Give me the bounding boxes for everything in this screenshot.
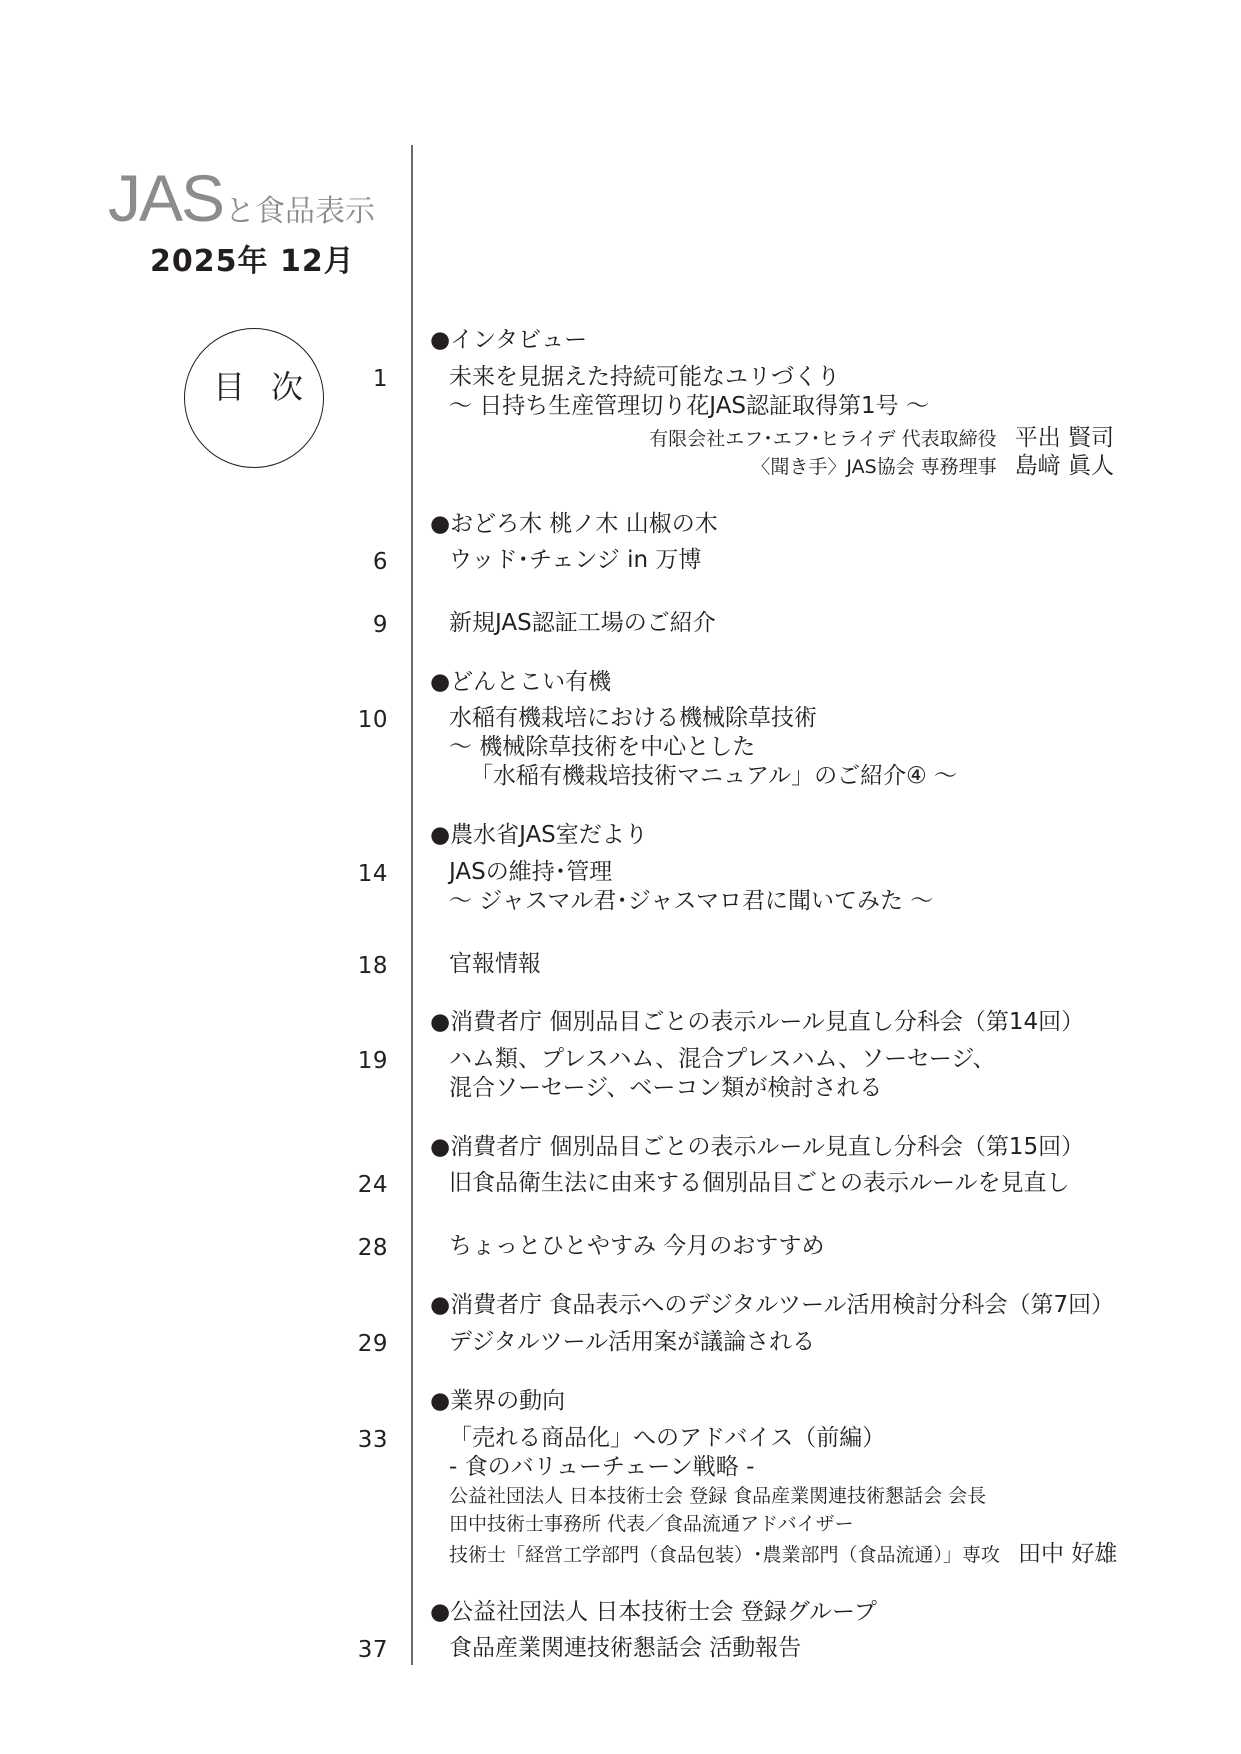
toc-subtitle: 〜 日持ち生産管理切り花JAS認証取得第1号 〜 xyxy=(449,393,929,419)
toc-title[interactable]: デジタルツール活用案が議論される xyxy=(449,1329,816,1355)
column-divider xyxy=(411,145,413,1665)
toc-title[interactable]: 「売れる商品化」へのアドバイス（前編） xyxy=(449,1425,886,1451)
toc-category: ●農水省JAS室だより xyxy=(430,822,648,848)
toc-page-number[interactable]: 18 xyxy=(357,953,388,979)
credit-role: 〈聞き手〉JAS協会 専務理事 xyxy=(751,456,997,478)
toc-credit xyxy=(449,1543,1117,1566)
toc-title[interactable]: ウッド･チェンジ in 万博 xyxy=(449,547,702,573)
toc-credit xyxy=(751,455,1114,478)
toc-page-number[interactable]: 1 xyxy=(372,366,388,392)
toc-title[interactable]: ちょっとひとやすみ 今月のおすすめ xyxy=(449,1233,825,1259)
toc-title[interactable]: 官報情報 xyxy=(449,951,541,977)
toc-category: ●消費者庁 個別品目ごとの表示ルール見直し分科会（第15回） xyxy=(430,1134,1085,1160)
toc-category: ●インタビュー xyxy=(430,327,588,353)
toc-subtitle: 〜 機械除草技術を中心とした xyxy=(449,734,756,760)
toc-label-char-1: 目 xyxy=(213,368,246,406)
toc-title[interactable]: 未来を見据えた持続可能なユリづくり xyxy=(449,364,840,390)
toc-title[interactable]: ハム類、プレスハム、混合プレスハム、ソーセージ、 xyxy=(449,1046,996,1072)
toc-circle-label xyxy=(184,328,324,468)
title-jas: JAS xyxy=(108,161,224,235)
toc-subtitle: - 食のバリューチェーン戦略 - xyxy=(449,1454,755,1480)
toc-category: ●どんとこい有機 xyxy=(430,669,612,695)
toc-subtitle: 混合ソーセージ、ベーコン類が検討される xyxy=(449,1075,883,1101)
toc-page-number[interactable]: 33 xyxy=(357,1427,388,1453)
toc-page-number[interactable]: 14 xyxy=(357,861,388,887)
toc-category: ●公益社団法人 日本技術士会 登録グループ xyxy=(430,1599,877,1625)
toc-title[interactable]: 食品産業関連技術懇話会 活動報告 xyxy=(449,1635,802,1661)
credit-name: 島﨑 眞人 xyxy=(1014,453,1114,479)
title-subtitle: と食品表示 xyxy=(225,194,376,229)
toc-credit xyxy=(649,427,1114,450)
issue-date: 2025年 12月 xyxy=(150,244,355,279)
toc-page-number[interactable]: 37 xyxy=(357,1637,388,1663)
toc-title[interactable]: 水稲有機栽培における機械除草技術 xyxy=(449,705,817,731)
toc-category: ●業界の動向 xyxy=(430,1388,566,1414)
credit-role: 技術士「経営工学部門（食品包装）･農業部門（食品流通）」専攻 xyxy=(449,1544,1001,1566)
toc-subtitle: 〜 ジャスマル君･ジャスマロ君に聞いてみた 〜 xyxy=(449,888,934,914)
toc-page-number[interactable]: 6 xyxy=(372,549,388,575)
toc-label-char-2: 次 xyxy=(271,368,304,406)
toc-subtitle: 「水稲有機栽培技術マニュアル」のご紹介④ 〜 xyxy=(470,763,958,789)
toc-page-number[interactable]: 29 xyxy=(357,1331,388,1357)
toc-page-number[interactable]: 24 xyxy=(357,1172,388,1198)
toc-page-number[interactable]: 9 xyxy=(372,612,388,638)
toc-author-affiliation: 田中技術士事務所 代表／食品流通アドバイザー xyxy=(449,1513,854,1535)
toc-page-number[interactable]: 28 xyxy=(357,1235,388,1261)
toc-category: ●消費者庁 個別品目ごとの表示ルール見直し分科会（第14回） xyxy=(430,1009,1085,1035)
magazine-title xyxy=(108,160,375,236)
credit-name: 平出 賢司 xyxy=(1014,425,1114,451)
toc-category: ●おどろ木 桃ノ木 山椒の木 xyxy=(430,511,718,537)
credit-name: 田中 好雄 xyxy=(1018,1541,1118,1567)
toc-title[interactable]: 旧食品衛生法に由来する個別品目ごとの表示ルールを見直し xyxy=(449,1170,1070,1196)
toc-page-number[interactable]: 19 xyxy=(357,1048,388,1074)
toc-title[interactable]: 新規JAS認証工場のご紹介 xyxy=(449,610,716,636)
toc-page-number[interactable]: 10 xyxy=(357,707,388,733)
toc-title[interactable]: JASの維持･管理 xyxy=(449,859,613,885)
toc-author-affiliation: 公益社団法人 日本技術士会 登録 食品産業関連技術懇話会 会長 xyxy=(449,1485,987,1507)
toc-category: ●消費者庁 食品表示へのデジタルツール活用検討分科会（第7回） xyxy=(430,1292,1115,1318)
credit-role: 有限会社エフ･エフ･ヒライデ 代表取締役 xyxy=(649,428,997,450)
